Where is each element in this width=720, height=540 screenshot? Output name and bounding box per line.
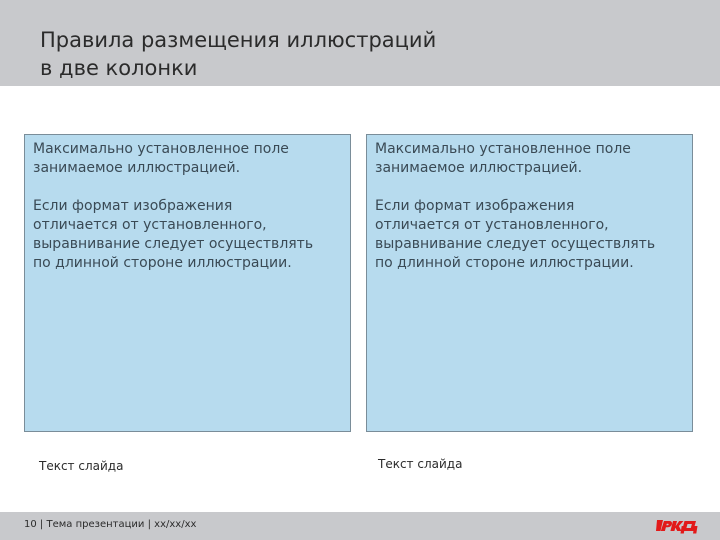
slide-header xyxy=(0,0,720,86)
footer-separator: | xyxy=(39,519,44,530)
caption-right[interactable]: Текст слайда xyxy=(378,457,463,471)
caption-left[interactable]: Текст слайда xyxy=(39,459,124,473)
page-number: 10 xyxy=(24,519,37,530)
placeholder-text-primary: Максимально установленное поле занимаемое иллюстрацией. xyxy=(33,141,289,176)
slide-footer xyxy=(0,512,720,540)
footer-separator: | xyxy=(147,519,151,530)
illustration-placeholder-right[interactable] xyxy=(366,134,693,432)
slide-title: Правила размещения иллюстраций в две колонки xyxy=(40,28,437,80)
presentation-topic: Тема презентации xyxy=(46,519,145,530)
illustration-placeholder-left[interactable] xyxy=(24,134,351,432)
placeholder-text-primary: Максимально установленное поле занимаемое иллюстрацией. xyxy=(375,141,631,176)
placeholder-text-secondary: Если формат изображения отличается от установленного, выравнивание следует осуществлять по длинной стороне иллюстрации. xyxy=(375,198,656,271)
rzd-logo-icon xyxy=(654,516,700,536)
presentation-date: xx/xx/xx xyxy=(154,519,197,530)
footer-text xyxy=(24,519,196,530)
placeholder-text-secondary: Если формат изображения отличается от установленного, выравнивание следует осуществлять по длинной стороне иллюстрации. xyxy=(33,198,314,271)
